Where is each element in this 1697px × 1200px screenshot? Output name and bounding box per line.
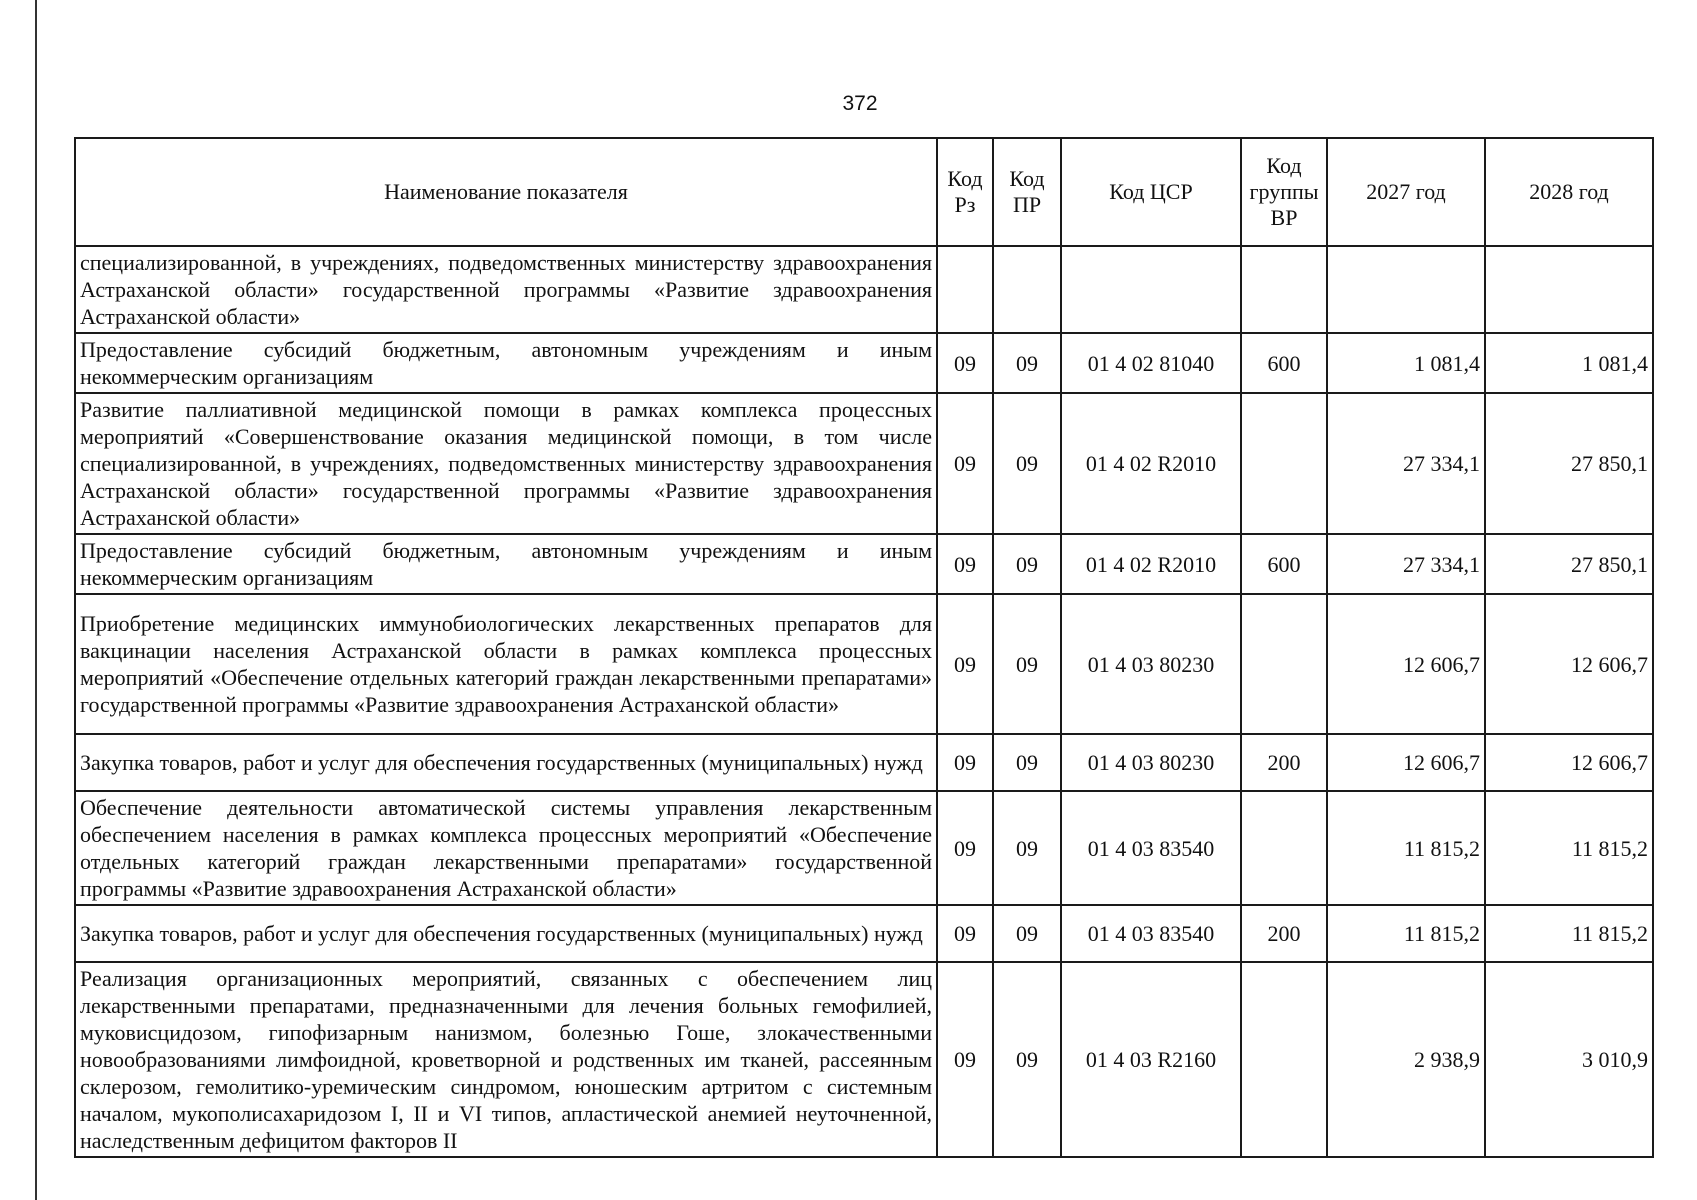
row-name: Реализация организационных мероприятий, связанных с обеспечением лиц лекарственными препаратами, предназначенными для лечения больных гемофилией, муковисцидозом, гипофизарным нанизмом, болезнью Гоше, злокачественными новообразованиями лимфоидной, кроветворной и родственных им тканей, рассеянным склерозом, гемолитико-уремическим синдромом, юношеским артритом с системным началом, мукополисахаридозом I, II и VI типов, апластической анемией неуточненной, наследственным дефицитом факторов II	[75, 962, 937, 1157]
table-row	[75, 333, 1653, 393]
row-csr: 01 4 03 83540	[1061, 791, 1241, 905]
row-vr: 200	[1241, 734, 1327, 791]
row-name: Закупка товаров, работ и услуг для обеспечения государственных (муниципальных) нужд	[75, 734, 937, 791]
row-2027: 27 334,1	[1327, 393, 1485, 534]
row-2028: 12 606,7	[1485, 594, 1653, 734]
table-row	[75, 791, 1653, 905]
row-2028: 11 815,2	[1485, 905, 1653, 962]
row-pr: 09	[993, 333, 1061, 393]
row-name: Приобретение медицинских иммунобиологических лекарственных препаратов для вакцинации населения Астраханской области в рамках комплекса процессных мероприятий «Обеспечение отдельных категорий граждан лекарственными препаратами» государственной программы «Развитие здравоохранения Астраханской области»	[75, 594, 937, 734]
table-row	[75, 962, 1653, 1157]
header-name: Наименование показателя	[75, 138, 937, 246]
row-rz: 09	[937, 333, 993, 393]
row-rz: 09	[937, 962, 993, 1157]
row-2027: 12 606,7	[1327, 594, 1485, 734]
row-pr: 09	[993, 905, 1061, 962]
table-row	[75, 905, 1653, 962]
row-2027: 27 334,1	[1327, 534, 1485, 594]
row-vr	[1241, 594, 1327, 734]
row-rz	[937, 246, 993, 333]
table-row	[75, 534, 1653, 594]
row-2027: 2 938,9	[1327, 962, 1485, 1157]
header-pr: Код ПР	[993, 138, 1061, 246]
row-vr	[1241, 393, 1327, 534]
row-vr	[1241, 791, 1327, 905]
row-2028: 12 606,7	[1485, 734, 1653, 791]
table-row	[75, 246, 1653, 333]
table-row	[75, 594, 1653, 734]
row-csr: 01 4 02 R2010	[1061, 534, 1241, 594]
row-vr: 600	[1241, 333, 1327, 393]
row-2028: 11 815,2	[1485, 791, 1653, 905]
row-pr: 09	[993, 734, 1061, 791]
table-header-row	[75, 138, 1653, 246]
row-rz: 09	[937, 393, 993, 534]
row-name: Развитие паллиативной медицинской помощи в рамках комплекса процессных мероприятий «Совершенствование оказания медицинской помощи, в том числе специализированной, в учреждениях, подведомственных министерству здравоохранения Астраханской области» государственной программы «Развитие здравоохранения Астраханской области»	[75, 393, 937, 534]
row-name: Обеспечение деятельности автоматической системы управления лекарственным обеспечением населения в рамках комплекса процессных мероприятий «Обеспечение отдельных категорий граждан лекарственными препаратами» государственной программы «Развитие здравоохранения Астраханской области»	[75, 791, 937, 905]
row-name: специализированной, в учреждениях, подведомственных министерству здравоохранения Астраханской области» государственной программы «Развитие здравоохранения Астраханской области»	[75, 246, 937, 333]
row-2028: 27 850,1	[1485, 534, 1653, 594]
row-rz: 09	[937, 734, 993, 791]
row-csr: 01 4 02 81040	[1061, 333, 1241, 393]
row-csr: 01 4 02 R2010	[1061, 393, 1241, 534]
row-pr: 09	[993, 962, 1061, 1157]
row-2027: 1 081,4	[1327, 333, 1485, 393]
row-2027	[1327, 246, 1485, 333]
row-vr: 600	[1241, 534, 1327, 594]
row-2028: 3 010,9	[1485, 962, 1653, 1157]
budget-table	[74, 137, 1654, 1158]
page-margin-line	[35, 0, 37, 1200]
row-csr: 01 4 03 80230	[1061, 734, 1241, 791]
row-2028: 27 850,1	[1485, 393, 1653, 534]
row-rz: 09	[937, 905, 993, 962]
header-2028: 2028 год	[1485, 138, 1653, 246]
row-name: Предоставление субсидий бюджетным, автономным учреждениям и иным некоммерческим организациям	[75, 534, 937, 594]
row-2028	[1485, 246, 1653, 333]
row-name: Закупка товаров, работ и услуг для обеспечения государственных (муниципальных) нужд	[75, 905, 937, 962]
row-rz: 09	[937, 594, 993, 734]
row-pr: 09	[993, 534, 1061, 594]
row-pr	[993, 246, 1061, 333]
header-rz: Код Рз	[937, 138, 993, 246]
table-row	[75, 734, 1653, 791]
row-csr: 01 4 03 83540	[1061, 905, 1241, 962]
table-row	[75, 393, 1653, 534]
row-vr	[1241, 962, 1327, 1157]
row-2027: 12 606,7	[1327, 734, 1485, 791]
row-rz: 09	[937, 534, 993, 594]
header-csr: Код ЦСР	[1061, 138, 1241, 246]
header-vr: Код группы ВР	[1241, 138, 1327, 246]
row-vr: 200	[1241, 905, 1327, 962]
row-2028: 1 081,4	[1485, 333, 1653, 393]
row-pr: 09	[993, 594, 1061, 734]
row-vr	[1241, 246, 1327, 333]
row-pr: 09	[993, 393, 1061, 534]
row-2027: 11 815,2	[1327, 791, 1485, 905]
row-csr: 01 4 03 R2160	[1061, 962, 1241, 1157]
row-name: Предоставление субсидий бюджетным, автономным учреждениям и иным некоммерческим организациям	[75, 333, 937, 393]
row-2027: 11 815,2	[1327, 905, 1485, 962]
row-rz: 09	[937, 791, 993, 905]
page-number: 372	[842, 92, 878, 115]
row-pr: 09	[993, 791, 1061, 905]
row-csr: 01 4 03 80230	[1061, 594, 1241, 734]
row-csr	[1061, 246, 1241, 333]
header-2027: 2027 год	[1327, 138, 1485, 246]
